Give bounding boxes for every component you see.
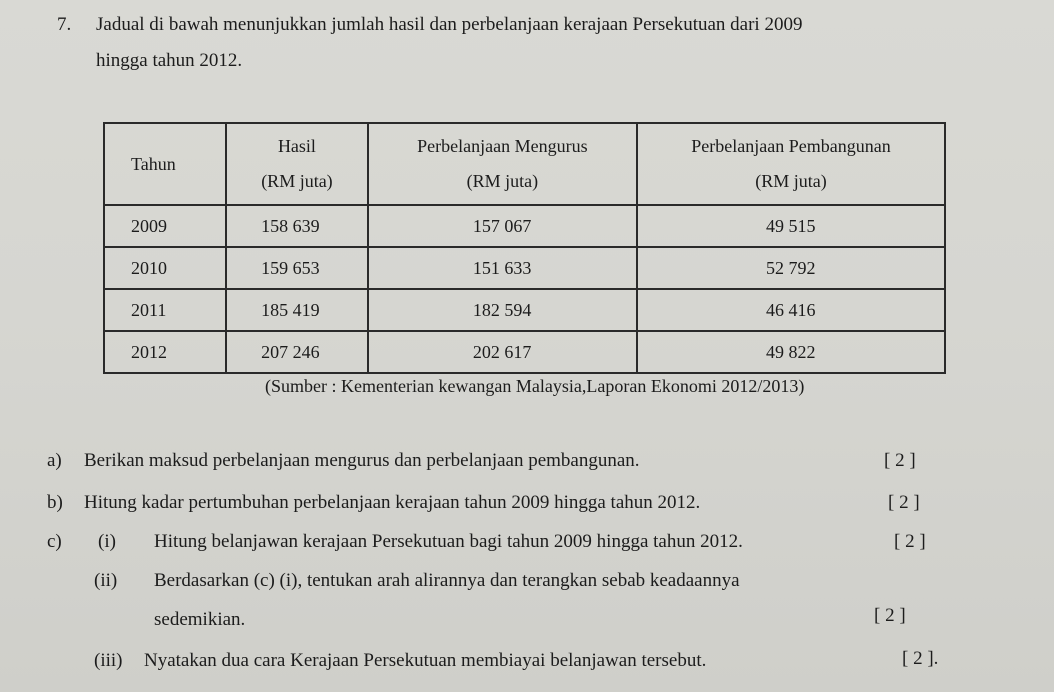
part-c-ii-marks: [ 2 ] bbox=[874, 605, 906, 626]
header-hasil-unit: (RM juta) bbox=[261, 171, 333, 191]
part-c-ii-text-line2: sedemikian. bbox=[154, 609, 246, 630]
cell-hasil: 207 246 bbox=[226, 331, 368, 373]
question-intro-line2: hingga tahun 2012. bbox=[96, 50, 243, 71]
part-b-marks: [ 2 ] bbox=[888, 492, 920, 513]
cell-tahun: 2010 bbox=[104, 247, 226, 289]
header-mengurus-unit: (RM juta) bbox=[466, 171, 539, 191]
cell-tahun: 2011 bbox=[104, 289, 226, 331]
cell-mengurus: 157 067 bbox=[368, 205, 637, 247]
cell-pembangunan: 49 822 bbox=[637, 331, 945, 373]
part-b-text: Hitung kadar pertumbuhan perbelanjaan kerajaan tahun 2009 hingga tahun 2012. bbox=[84, 492, 701, 513]
header-pembangunan-unit: (RM juta) bbox=[755, 171, 827, 191]
cell-mengurus: 202 617 bbox=[368, 331, 637, 373]
header-mengurus-title: Perbelanjaan Mengurus bbox=[417, 136, 588, 156]
cell-mengurus: 151 633 bbox=[368, 247, 637, 289]
part-c-iii-label: (iii) bbox=[94, 650, 123, 671]
part-a-text: Berikan maksud perbelanjaan mengurus dan perbelanjaan pembangunan. bbox=[84, 450, 640, 471]
part-b-label: b) bbox=[47, 492, 63, 513]
table-row bbox=[104, 289, 945, 331]
table-header-row bbox=[104, 123, 945, 205]
part-a-label: a) bbox=[47, 450, 62, 471]
part-c-iii-marks: [ 2 ]. bbox=[902, 648, 939, 669]
part-c-i-text: Hitung belanjawan kerajaan Persekutuan bagi tahun 2009 hingga tahun 2012. bbox=[154, 531, 743, 552]
header-hasil-title: Hasil bbox=[277, 136, 316, 156]
cell-tahun: 2012 bbox=[104, 331, 226, 373]
cell-pembangunan: 49 515 bbox=[637, 205, 945, 247]
cell-mengurus: 182 594 bbox=[368, 289, 637, 331]
part-a-marks: [ 2 ] bbox=[884, 450, 916, 471]
table-source: (Sumber : Kementerian kewangan Malaysia,Laporan Ekonomi 2012/2013) bbox=[265, 376, 805, 396]
part-c-i-label: (i) bbox=[98, 531, 116, 552]
part-c-iii-text: Nyatakan dua cara Kerajaan Persekutuan membiayai belanjawan tersebut. bbox=[144, 650, 707, 671]
cell-hasil: 158 639 bbox=[226, 205, 368, 247]
header-pembangunan bbox=[637, 123, 945, 205]
header-tahun: Tahun bbox=[104, 123, 226, 205]
cell-hasil: 159 653 bbox=[226, 247, 368, 289]
part-c-ii-text-line1: Berdasarkan (c) (i), tentukan arah alirannya dan terangkan sebab keadaannya bbox=[154, 570, 740, 591]
table-row bbox=[104, 331, 945, 373]
question-number: 7. bbox=[57, 14, 72, 35]
part-c-i-marks: [ 2 ] bbox=[894, 531, 926, 552]
revenue-expenditure-table bbox=[103, 122, 946, 374]
question-intro-line1: Jadual di bawah menunjukkan jumlah hasil dan perbelanjaan kerajaan Persekutuan dari 2009 bbox=[96, 14, 803, 35]
part-c-label: c) bbox=[47, 531, 62, 552]
cell-pembangunan: 52 792 bbox=[637, 247, 945, 289]
table-row bbox=[104, 247, 945, 289]
cell-hasil: 185 419 bbox=[226, 289, 368, 331]
part-c-ii-label: (ii) bbox=[94, 570, 118, 591]
header-mengurus bbox=[368, 123, 637, 205]
header-pembangunan-title: Perbelanjaan Pembangunan bbox=[691, 136, 891, 156]
table-row bbox=[104, 205, 945, 247]
cell-pembangunan: 46 416 bbox=[637, 289, 945, 331]
header-hasil bbox=[226, 123, 368, 205]
cell-tahun: 2009 bbox=[104, 205, 226, 247]
